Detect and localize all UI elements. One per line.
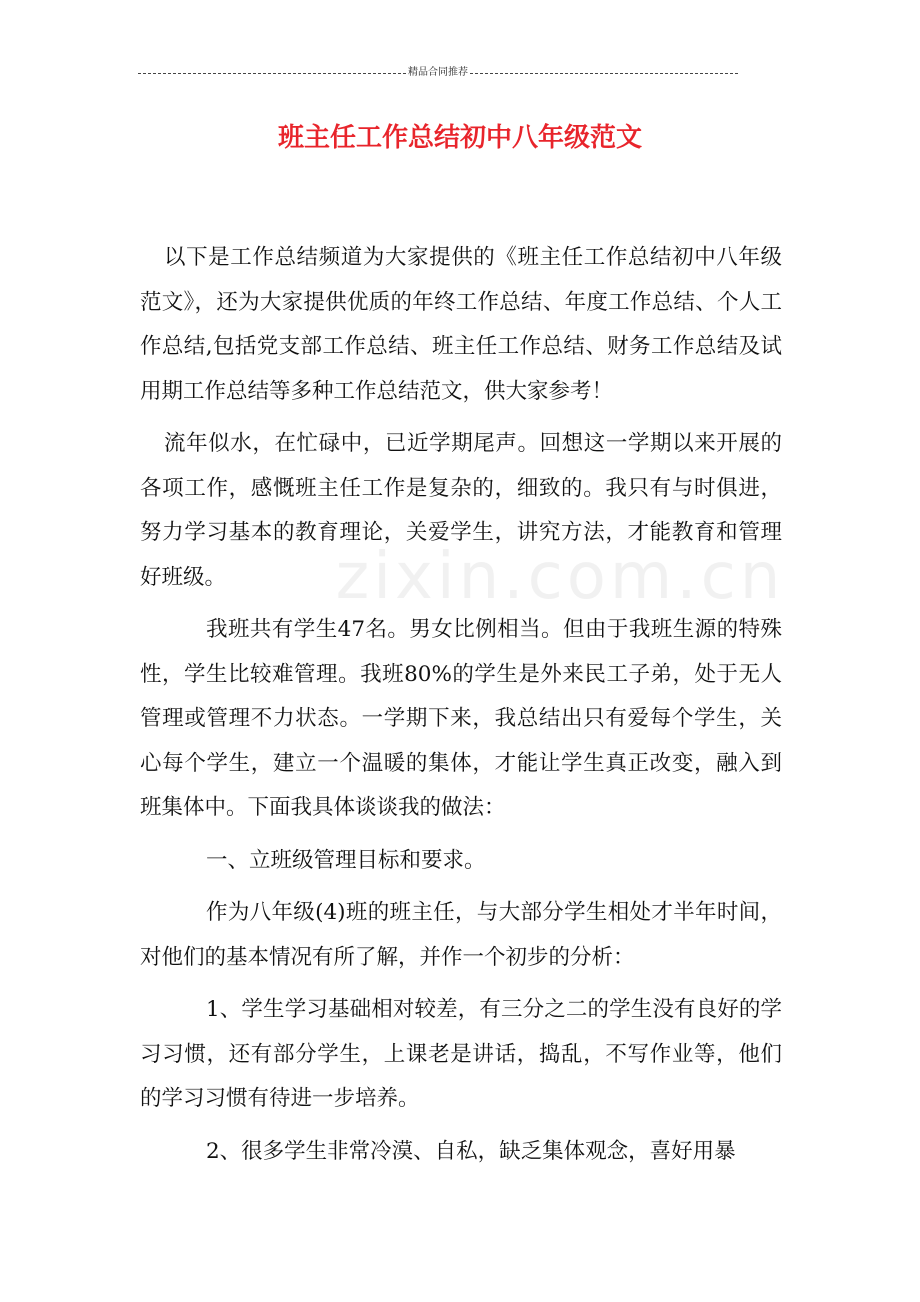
section-heading-1: 一、立班级管理目标和要求。 [206, 847, 486, 873]
document-body [140, 236, 782, 1174]
header-rule [138, 66, 738, 80]
paragraph-analysis-intro: 作为八年级(4)班的班主任，与大部分学生相处才半年时间，对他们的基本情况有所了解，并作一个初步的分析： [140, 900, 782, 970]
paragraph-opening: 流年似水，在忙碌中，已近学期尾声。回想这一学期以来开展的各项工作，感慨班主任工作是复杂的，细致的。我只有与时俱进，努力学习基本的教育理论，关爱学生，讲究方法，才能教育和管理好班级。 [140, 431, 782, 590]
paragraph-point-2: 2、很多学生非常冷漠、自私，缺乏集体观念，喜好用暴 [206, 1138, 736, 1164]
document-title: 班主任工作总结初中八年级范文 [277, 123, 642, 153]
watermark: zixin.com.cn [335, 540, 785, 614]
header-dash-left [138, 73, 406, 74]
paragraph-class-overview: 我班共有学生47名。男女比例相当。但由于我班生源的特殊性，学生比较难管理。我班80%的学生是外来民工子弟，处于无人管理或管理不力状态。一学期下来，我总结出只有爱每个学生，关心每个学生，建立一个温暖的集体，才能让学生真正改变，融入到班集体中。下面我具体谈谈我的做法： [140, 617, 782, 820]
header-label: 精品合同推荐 [408, 67, 468, 78]
paragraph-point-1: 1、学生学习基础相对较差，有三分之二的学生没有良好的学习习惯，还有部分学生，上课老是讲话，捣乱，不写作业等，他们的学习习惯有待进一步培养。 [140, 997, 782, 1111]
paragraph-intro: 以下是工作总结频道为大家提供的《班主任工作总结初中八年级范文》，还为大家提供优质的年终工作总结、年度工作总结、个人工作总结,包括党支部工作总结、班主任工作总结、财务工作总结及试用期工作总结等多种工作总结范文，供大家参考！ [140, 245, 782, 404]
header-dash-right [470, 73, 738, 74]
